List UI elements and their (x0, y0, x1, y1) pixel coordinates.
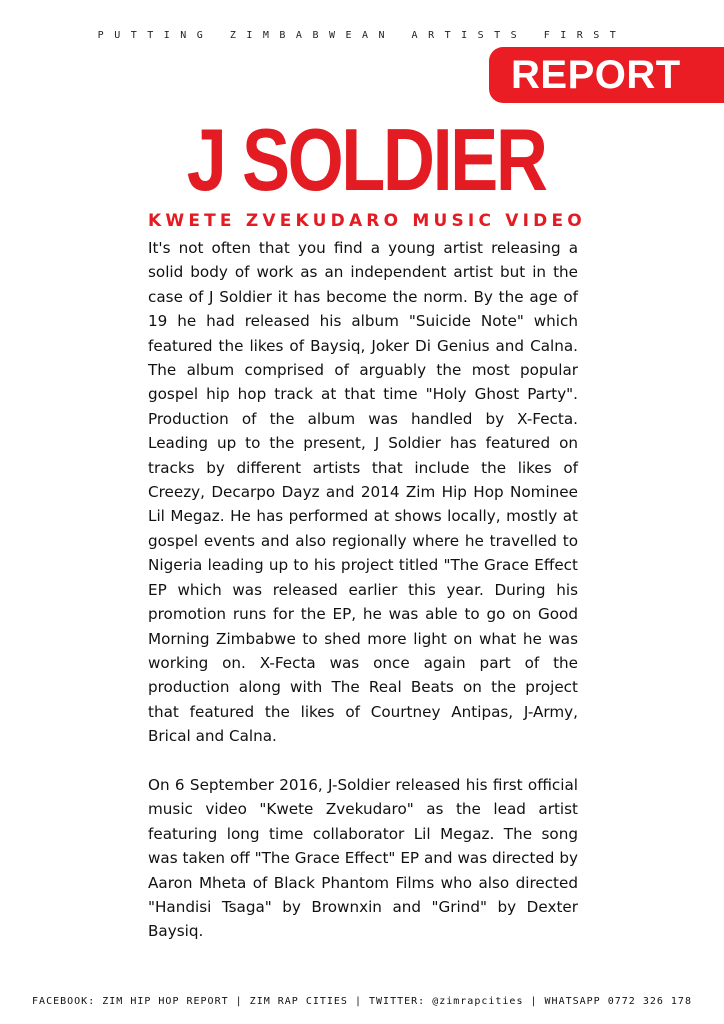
article-body (148, 236, 578, 944)
article-paragraph: On 6 September 2016, J-Soldier released his first official music video "Kwete Zvekudaro" as the lead artist featuring long time collaborator Lil Megaz. The song was taken off "The Grace Effect" EP and was directed by Aaron Mheta of Black Phantom Films who also directed "Handisi Tsaga" by Brownxin and "Grind" by Dexter Baysiq. (148, 775, 578, 941)
article-subtitle: KWETE ZVEKUDARO MUSIC VIDEO (148, 211, 586, 231)
report-badge: REPORT (489, 47, 724, 103)
article-paragraph: It's not often that you find a young artist releasing a solid body of work as an independent artist but in the case of J Soldier it has become the norm. By the age of 19 he had released his album "Suicide Note" which featured the likes of Baysiq, Joker Di Genius and Calna. The album comprised of arguably the most popular gospel hip hop track at that time "Holy Ghost Party". Production of the album was handled by X-Fecta. Leading up to the present, J Soldier has featured on tracks by different artists that include the likes of Creezy, Decarpo Dayz and 2014 Zim Hip Hop Nominee Lil Megaz. He has performed at shows locally, mostly at gospel events and also regionally where he travelled to Nigeria leading up to his project titled "The Grace Effect EP which was released earlier this year. During his promotion runs for the EP, he was able to go on Good Morning Zimbabwe to shed more light on what he was working on. X-Fecta was once again part of the production along with The Real Beats on the project that featured the likes of Courtney Antipas, J-Army, Brical and Calna. (148, 239, 578, 746)
tagline: PUTTING ZIMBABWEAN ARTISTS FIRST (97, 30, 627, 41)
footer-contacts: FACEBOOK: ZIM HIP HOP REPORT | ZIM RAP CITIES | TWITTER: @zimrapcities | WHATSAPP 0772 326 178 (32, 996, 692, 1007)
article-title: J SOLDIER (186, 110, 546, 209)
